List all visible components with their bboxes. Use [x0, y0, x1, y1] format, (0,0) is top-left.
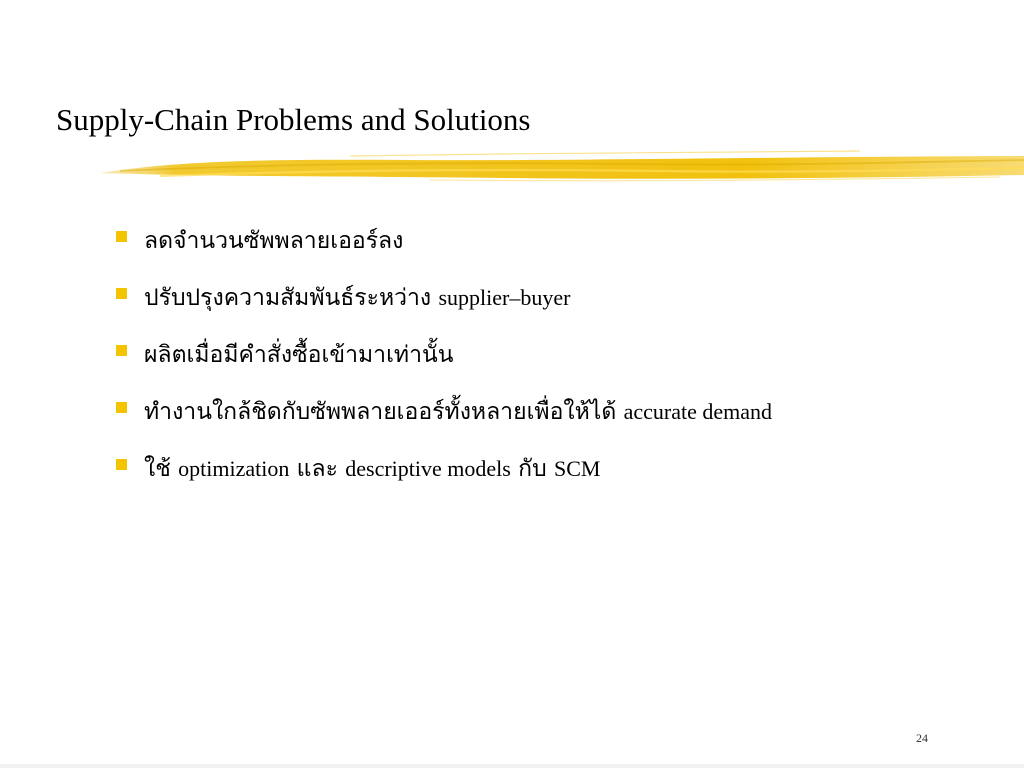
square-bullet-icon: [116, 231, 127, 242]
square-bullet-icon: [116, 402, 127, 413]
bottom-divider: [0, 764, 1024, 768]
slide-title: Supply-Chain Problems and Solutions: [56, 102, 531, 137]
title-underline-brush: [100, 146, 1024, 190]
bullet-text: และ: [289, 456, 346, 482]
list-item: [114, 337, 772, 394]
bullet-list: [114, 223, 772, 508]
bullet-text: ปรับปรุงความสัมพันธ์ระหว่าง: [144, 285, 439, 311]
bullet-text: descriptive models: [345, 456, 511, 481]
bullet-text: ใช้: [144, 456, 179, 482]
bullet-text: ทำงานใกล้ชิดกับซัพพลายเออร์ทั้งหลายเพื่อให้ได้: [144, 399, 624, 425]
page-number: 24: [916, 731, 928, 745]
bullet-text: supplier–buyer: [438, 285, 571, 310]
bullet-text: SCM: [554, 456, 601, 481]
list-item: [114, 223, 772, 280]
square-bullet-icon: [116, 288, 127, 299]
bullet-text: optimization: [178, 456, 290, 481]
bullet-text: กับ: [510, 456, 554, 482]
list-item: [114, 451, 772, 508]
list-item: [114, 394, 772, 451]
square-bullet-icon: [116, 459, 127, 470]
bullet-text: ผลิตเมื่อมีคำสั่งซื้อเข้ามาเท่านั้น: [144, 342, 454, 368]
bullet-text: ลดจำนวนซัพพลายเออร์ลง: [144, 228, 404, 254]
square-bullet-icon: [116, 345, 127, 356]
list-item: [114, 280, 772, 337]
bullet-text: accurate demand: [623, 399, 773, 424]
